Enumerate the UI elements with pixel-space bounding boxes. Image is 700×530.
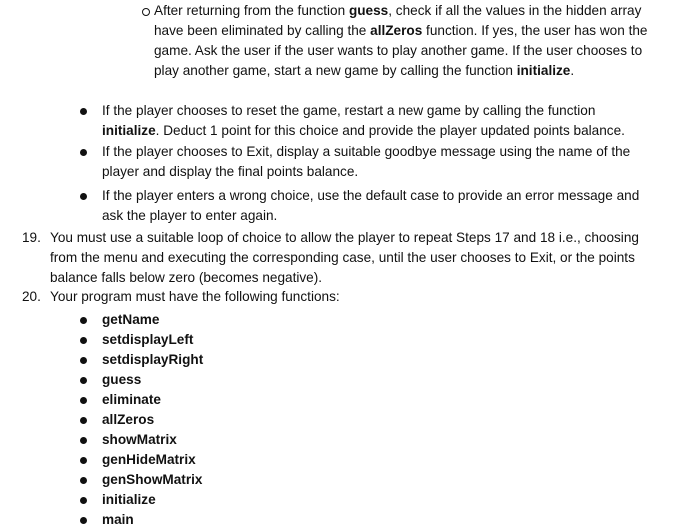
sub-bullet-circle-icon bbox=[142, 8, 150, 16]
reset-bullet-line-2: initialize. Deduct 1 point for this choice and provide the player updated points balance. bbox=[102, 123, 625, 138]
bullet-icon bbox=[80, 417, 87, 424]
step-19-number: 19. bbox=[22, 230, 41, 245]
bullet-icon bbox=[80, 357, 87, 364]
exit-bullet-line-2: player and display the final points balance. bbox=[102, 164, 359, 179]
bullet-icon bbox=[80, 149, 87, 156]
exit-bullet-line-1: If the player chooses to Exit, display a suitable goodbye message using the name of the bbox=[102, 144, 631, 159]
step-19-line-1: You must use a suitable loop of choice to allow the player to repeat Steps 17 and 18 i.e., choosing bbox=[50, 230, 639, 245]
bullet-icon bbox=[80, 457, 87, 464]
function-item: setdisplayRight bbox=[102, 352, 204, 367]
bullet-icon bbox=[80, 437, 87, 444]
bullet-icon bbox=[80, 377, 87, 384]
sub-bullet-line-3: game. Ask the user if the user wants to play another game. If the user chooses to bbox=[154, 43, 643, 58]
function-item: initialize bbox=[102, 492, 156, 507]
sub-bullet-line-1: After returning from the function guess, check if all the values in the hidden array bbox=[154, 3, 642, 18]
bullet-icon bbox=[80, 517, 87, 524]
function-item: genShowMatrix bbox=[102, 472, 203, 487]
bullet-icon bbox=[80, 108, 87, 115]
bullet-icon bbox=[80, 337, 87, 344]
step-20-text: Your program must have the following functions: bbox=[50, 289, 340, 304]
bullet-icon bbox=[80, 397, 87, 404]
function-item: guess bbox=[102, 372, 142, 387]
function-item: eliminate bbox=[102, 392, 161, 407]
bullet-icon bbox=[80, 477, 87, 484]
function-item: setdisplayLeft bbox=[102, 332, 194, 347]
sub-bullet-line-4: play another game, start a new game by calling the function initialize. bbox=[154, 63, 575, 78]
step-19-line-2: from the menu and executing the corresponding case, until the user chooses to Exit, or the points bbox=[50, 250, 635, 265]
wrong-bullet-line-1: If the player enters a wrong choice, use the default case to provide an error message and bbox=[102, 188, 640, 203]
sub-bullet-line-2: have been eliminated by calling the allZeros function. If yes, the user has won the bbox=[154, 23, 648, 38]
function-item: getName bbox=[102, 312, 160, 327]
wrong-bullet-line-2: ask the player to enter again. bbox=[102, 208, 278, 223]
step-20-number: 20. bbox=[22, 289, 41, 304]
function-item: showMatrix bbox=[102, 432, 177, 447]
bullet-icon bbox=[80, 193, 87, 200]
bullet-icon bbox=[80, 497, 87, 504]
function-item: genHideMatrix bbox=[102, 452, 196, 467]
reset-bullet-line-1: If the player chooses to reset the game, restart a new game by calling the function bbox=[102, 103, 596, 118]
step-19-line-3: balance falls below zero (becomes negative). bbox=[50, 270, 323, 285]
bullet-icon bbox=[80, 317, 87, 324]
function-item: main bbox=[102, 512, 134, 527]
function-item: allZeros bbox=[102, 412, 155, 427]
